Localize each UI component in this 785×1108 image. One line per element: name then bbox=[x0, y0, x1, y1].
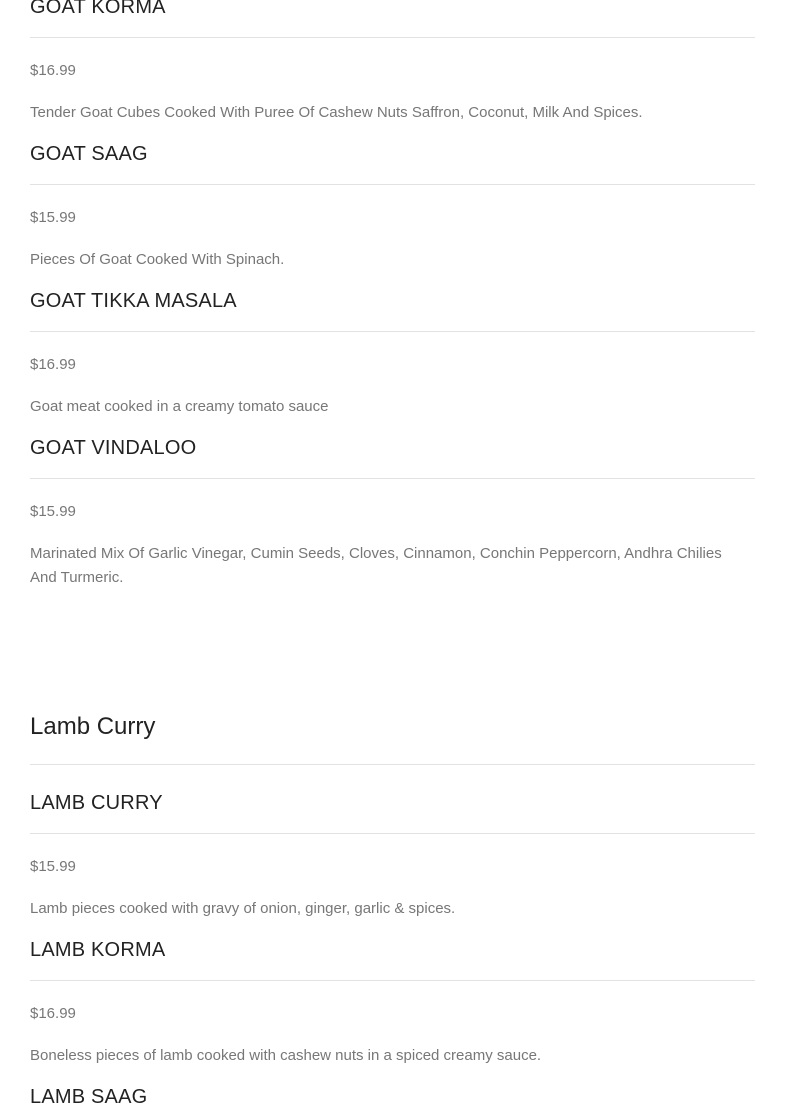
item-divider bbox=[30, 184, 755, 185]
item-price: $15.99 bbox=[30, 503, 76, 520]
item-title: GOAT TIKKA MASALA bbox=[30, 290, 237, 312]
item-title: GOAT KORMA bbox=[30, 0, 166, 18]
item-description: Tender Goat Cubes Cooked With Puree Of Cashew Nuts Saffron, Coconut, Milk And Spices. bbox=[30, 104, 643, 121]
item-price: $15.99 bbox=[30, 209, 76, 226]
section-title: Lamb Curry bbox=[30, 713, 156, 740]
item-price: $16.99 bbox=[30, 62, 76, 79]
item-title: LAMB SAAG bbox=[30, 1086, 148, 1108]
item-title: GOAT VINDALOO bbox=[30, 437, 197, 459]
item-divider bbox=[30, 37, 755, 38]
item-title: GOAT SAAG bbox=[30, 143, 148, 165]
item-divider bbox=[30, 980, 755, 981]
item-title: LAMB KORMA bbox=[30, 939, 166, 961]
item-description: Lamb pieces cooked with gravy of onion, ginger, garlic & spices. bbox=[30, 900, 456, 917]
item-divider bbox=[30, 331, 755, 332]
item-price: $16.99 bbox=[30, 356, 76, 373]
item-description: Goat meat cooked in a creamy tomato sauce bbox=[30, 398, 329, 415]
item-description: Marinated Mix Of Garlic Vinegar, Cumin Seeds, Cloves, Cinnamon, Conchin Peppercorn, Andhra Chilies And Turmeric. bbox=[30, 545, 722, 586]
item-divider bbox=[30, 478, 755, 479]
item-price: $15.99 bbox=[30, 858, 76, 875]
item-title: LAMB CURRY bbox=[30, 792, 163, 814]
item-divider bbox=[30, 833, 755, 834]
item-price: $16.99 bbox=[30, 1005, 76, 1022]
section-divider bbox=[30, 764, 755, 765]
item-description: Boneless pieces of lamb cooked with cashew nuts in a spiced creamy sauce. bbox=[30, 1047, 542, 1064]
item-description: Pieces Of Goat Cooked With Spinach. bbox=[30, 251, 285, 268]
